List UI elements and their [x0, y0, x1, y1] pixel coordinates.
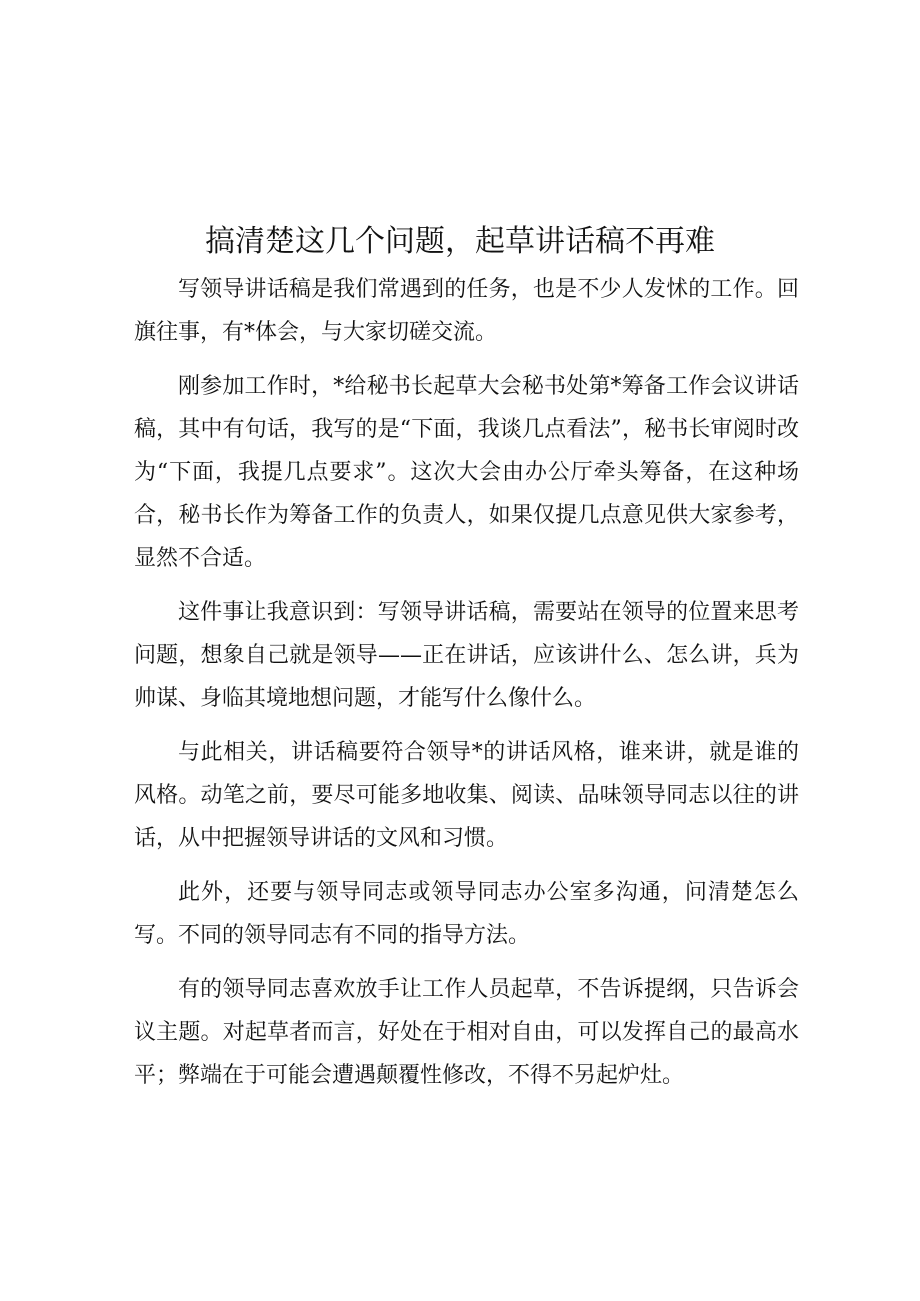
document-title: 搞清楚这几个问题，起草讲话稿不再难	[205, 224, 715, 259]
paragraph-2: 刚参加工作时，*给秘书长起草大会秘书处第*筹备工作会议讲话稿，其中有句话，我写的是“下面，我谈几点看法”，秘书长审阅时改为“下面，我提几点要求”。这次大会由办公厅牵头筹备，在这种场合，秘书长作为筹备工作的负责人，如果仅提几点意见供大家参考，显然不合适。	[134, 374, 799, 571]
paragraph-4: 与此相关，讲话稿要符合领导*的讲话风格，谁来讲，就是谁的风格。动笔之前，要尽可能多地收集、阅读、品味领导同志以往的讲话，从中把握领导讲话的文风和习惯。	[134, 740, 799, 851]
paragraph-3: 这件事让我意识到：写领导讲话稿，需要站在领导的位置来思考问题，想象自己就是领导——正在讲话，应该讲什么、怎么讲，兵为帅谋、身临其境地想问题，才能写什么像什么。	[134, 600, 799, 711]
paragraph-5: 此外，还要与领导同志或领导同志办公室多沟通，问清楚怎么写。不同的领导同志有不同的指导方法。	[134, 880, 799, 948]
paragraph-6: 有的领导同志喜欢放手让工作人员起草，不告诉提纲，只告诉会议主题。对起草者而言，好处在于相对自由，可以发挥自己的最高水平；弊端在于可能会遭遇颠覆性修改，不得不另起炉灶。	[134, 977, 799, 1088]
document-body	[134, 268, 799, 1108]
paragraph-1: 写领导讲话稿是我们常遇到的任务，也是不少人发怵的工作。回旗往事，有*体会，与大家切磋交流。	[134, 277, 799, 345]
